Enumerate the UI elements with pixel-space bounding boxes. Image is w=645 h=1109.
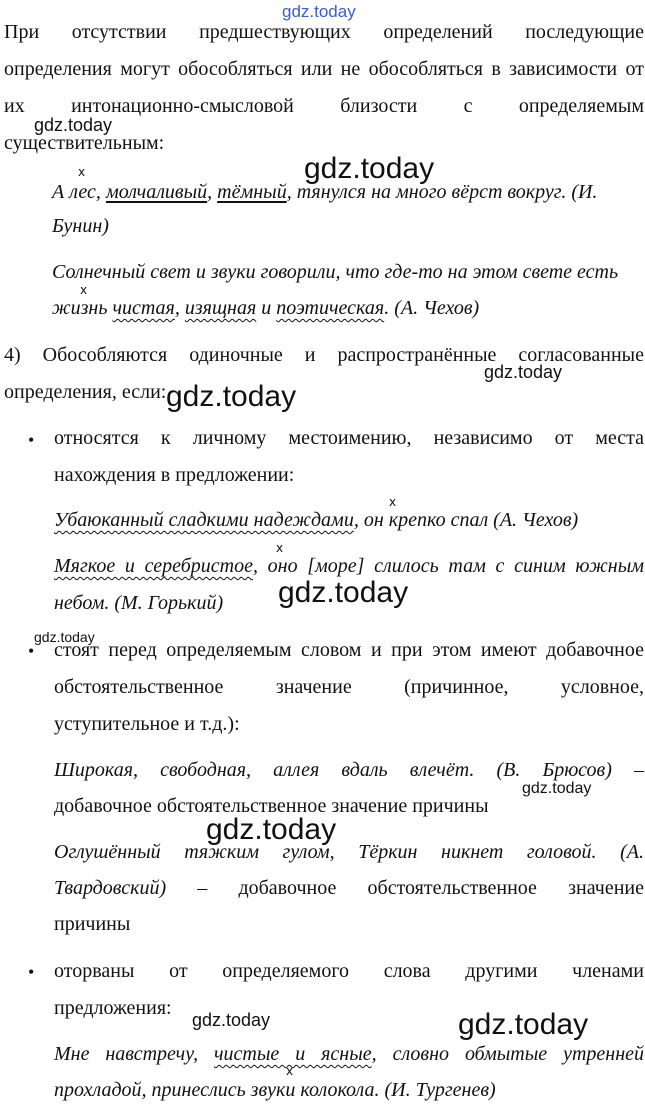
example-line: небом. (М. Горький) <box>54 592 224 614</box>
watermark-logo: gdz.today <box>522 780 592 797</box>
example-text: Мне навстречу, <box>54 1043 214 1065</box>
bullet-line: стоят перед определяемым словом и при этом имеют добавочное <box>54 639 644 661</box>
example-line: Солнечный свет и звуки говорили, что где-то на этом свете есть <box>52 261 619 283</box>
subject-mark: x <box>389 495 397 509</box>
bullet-icon: • <box>28 641 35 661</box>
example-text: , оно [море] слилось там с синим южным <box>252 555 645 577</box>
bullet-line: обстоятельственное значение (причинное, условное, <box>54 676 644 698</box>
watermark-logo: gdz.today <box>206 813 337 846</box>
subject-mark: x <box>276 541 284 555</box>
definition-underlined: Мягкое и серебристое <box>54 555 253 577</box>
watermark-logo: gdz.today <box>166 380 297 413</box>
paragraph-line: 4) Обособляются одиночные и распространённые согласованные <box>4 344 644 366</box>
bullet-line: оторваны от определяемого слова другими членами <box>54 960 644 982</box>
paragraph-line: их интонационно-смысловой близости с определяемым <box>4 95 644 117</box>
definition-underlined: поэтическая <box>276 297 385 319</box>
watermark-logo: gdz.today <box>458 1008 589 1041</box>
definition-underlined: чистая <box>112 297 175 319</box>
example-line: Оглушённый тяжким гулом, Тёркин никнет головой. (А. <box>54 841 644 863</box>
example-text: . (А. Чехов) <box>384 297 480 319</box>
watermark-logo: gdz.today <box>34 115 113 135</box>
example-text: , тянулся на много вёрст вокруг. (И. <box>286 181 598 203</box>
example-text: , словно обмытые утренней <box>371 1043 644 1065</box>
example-text: А лес, <box>52 181 106 203</box>
example-text: , <box>207 181 218 203</box>
explanation-line: причины <box>54 913 131 935</box>
definition-underlined: чистые и ясные <box>214 1043 372 1065</box>
example-line: Бунин) <box>52 215 109 237</box>
example-text: , <box>174 297 185 319</box>
subject-mark: x <box>80 283 88 297</box>
definition-underlined: тёмный <box>217 181 287 203</box>
example-text: и <box>256 297 277 319</box>
example-line <box>52 290 644 327</box>
subject-mark: x <box>78 165 86 179</box>
paragraph-line: При отсутствии предшествующих определений последующие <box>4 21 644 43</box>
bullet-line: относятся к личному местоимению, независимо от места <box>54 427 644 449</box>
example-text: жизнь <box>52 297 113 319</box>
watermark-logo: gdz.today <box>192 1010 271 1030</box>
explanation-text: – добавочное обстоятельственное значение <box>166 877 644 899</box>
bullet-icon: • <box>28 962 35 982</box>
watermark-logo: gdz.today <box>304 152 435 185</box>
example-text: , он крепко спал (А. Чехов) <box>353 509 579 531</box>
watermark-logo: gdz.today <box>278 576 409 609</box>
example-line <box>54 870 644 907</box>
paragraph-line: определения могут обособляться или не обособляться в зависимости от <box>4 58 644 80</box>
example-text: Твардовский) <box>54 877 167 899</box>
example-text: Широкая, свободная, аллея вдаль влечёт. (В. Брюсов) <box>54 759 612 781</box>
subject-mark: x <box>286 1064 294 1078</box>
example-line: прохладой, принеслись звуки колокола. (И. Тургенев) <box>54 1079 496 1101</box>
watermark-logo: gdz.today <box>282 2 356 21</box>
paragraph-line: определения, если: <box>4 381 167 403</box>
bullet-line: предложения: <box>54 997 172 1019</box>
bullet-line: уступительное и т.д.): <box>54 713 240 735</box>
bullet-icon: • <box>28 430 35 450</box>
bullet-line: нахождения в предложении: <box>54 464 295 486</box>
definition-underlined: Убаюканный сладкими надеждами <box>54 509 354 531</box>
watermark-logo: gdz.today <box>34 629 95 645</box>
paragraph-line: существительным: <box>4 132 165 154</box>
explanation-line: добавочное обстоятельственное значение причины <box>54 795 489 817</box>
definition-underlined: молчаливый <box>105 181 208 203</box>
definition-underlined: изящная <box>184 297 257 319</box>
example-text: – <box>611 759 644 781</box>
watermark-logo: gdz.today <box>484 362 563 382</box>
example-line <box>54 502 644 539</box>
